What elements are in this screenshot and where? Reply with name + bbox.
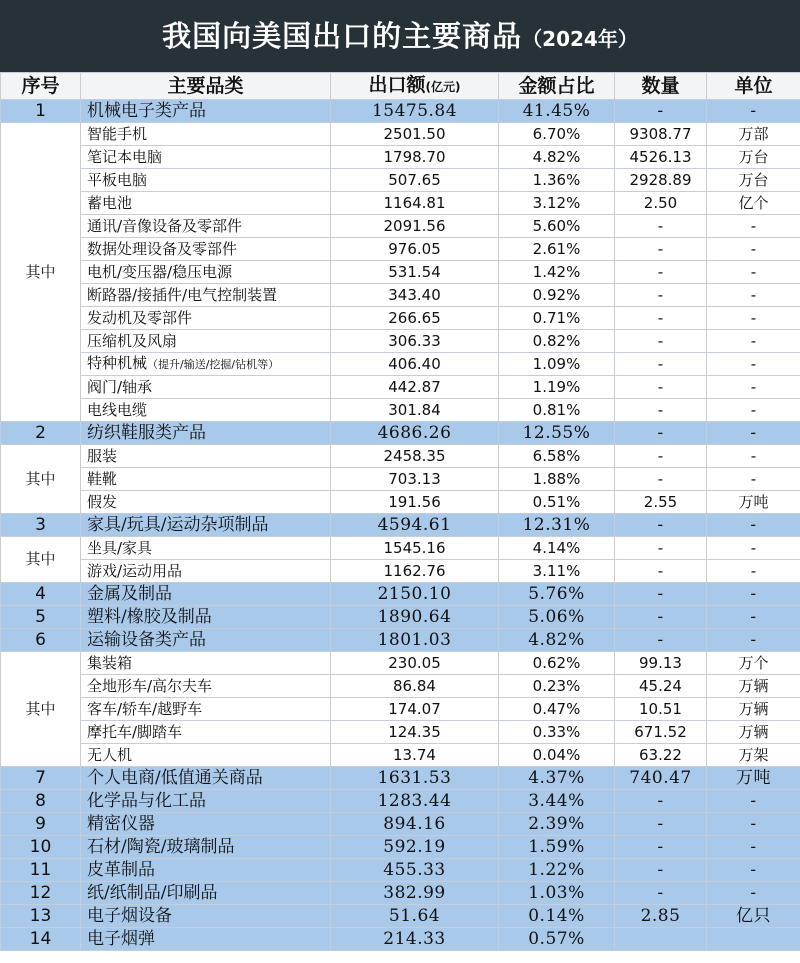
share-cell: 41.45% [499,100,615,123]
category-name: 金属及制品 [87,583,172,604]
category-cell [81,629,331,652]
qty-cell: - [615,445,707,468]
category-cell [81,215,331,238]
amount-cell: 4686.26 [331,422,499,445]
amount-cell: 2091.56 [331,215,499,238]
category-cell [81,468,331,491]
amount-cell: 86.84 [331,675,499,698]
category-row [1,767,800,790]
qty-cell: - [615,330,707,353]
group-label: 其中 [1,445,81,514]
amount-cell: 531.54 [331,261,499,284]
qty-cell: - [615,583,707,606]
qty-cell: 2.55 [615,491,707,514]
amount-cell: 4594.61 [331,514,499,537]
header-amount-unit: (亿元) [425,79,461,94]
unit-cell: - [707,514,800,537]
qty-cell: 2.50 [615,192,707,215]
share-cell: 0.33% [499,721,615,744]
amount-cell: 15475.84 [331,100,499,123]
header-unit: 单位 [707,73,800,100]
unit-cell: - [707,261,800,284]
qty-cell: - [615,100,707,123]
item-row [1,330,800,353]
category-cell [81,261,331,284]
title-year: （2024年） [522,27,638,51]
amount-cell: 2501.50 [331,123,499,146]
unit-cell: 万辆 [707,675,800,698]
category-row [1,583,800,606]
share-cell: 3.44% [499,790,615,813]
item-row [1,675,800,698]
unit-cell: - [707,399,800,422]
category-name: 坐具/家具 [87,538,153,557]
item-row [1,261,800,284]
item-row [1,146,800,169]
share-cell: 1.19% [499,376,615,399]
category-name: 数据处理设备及零部件 [87,239,238,258]
table-header [1,73,800,100]
category-name: 特种机械 [87,354,148,372]
category-cell [81,583,331,606]
unit-cell: - [707,353,800,376]
category-cell [81,813,331,836]
amount-cell: 455.33 [331,859,499,882]
qty-cell: 9308.77 [615,123,707,146]
share-cell: 1.88% [499,468,615,491]
category-cell [81,652,331,675]
item-row [1,537,800,560]
unit-cell: - [707,537,800,560]
share-cell: 0.81% [499,399,615,422]
category-name: 电子烟设备 [87,905,172,926]
category-name: 化学品与化工品 [87,790,206,811]
unit-cell: - [707,330,800,353]
amount-cell: 507.65 [331,169,499,192]
unit-cell: - [707,813,800,836]
category-cell [81,238,331,261]
qty-cell: - [615,238,707,261]
category-cell [81,560,331,583]
group-label: 其中 [1,537,81,583]
unit-cell: - [707,836,800,859]
item-row [1,698,800,721]
category-cell [81,675,331,698]
category-cell [81,790,331,813]
category-name: 机械电子类产品 [87,100,206,121]
category-cell [81,836,331,859]
item-row [1,284,800,307]
category-row [1,813,800,836]
unit-cell: - [707,882,800,905]
seq-cell: 14 [1,928,81,951]
unit-cell [707,928,800,951]
seq-cell: 12 [1,882,81,905]
unit-cell: 万个 [707,652,800,675]
share-cell: 0.71% [499,307,615,330]
category-name: 发动机及零部件 [87,308,193,327]
amount-cell: 1162.76 [331,560,499,583]
unit-cell: - [707,376,800,399]
category-cell [81,100,331,123]
category-cell [81,330,331,353]
item-row [1,238,800,261]
share-cell: 0.04% [499,744,615,767]
share-cell: 12.31% [499,514,615,537]
amount-cell: 1164.81 [331,192,499,215]
qty-cell: 99.13 [615,652,707,675]
qty-cell: 2928.89 [615,169,707,192]
item-row [1,123,800,146]
category-cell [81,744,331,767]
qty-cell: - [615,836,707,859]
category-name: 笔记本电脑 [87,147,163,166]
amount-cell: 1890.64 [331,606,499,629]
category-cell [81,422,331,445]
qty-cell: - [615,215,707,238]
share-cell: 0.92% [499,284,615,307]
category-name: 塑料/橡胶及制品 [87,606,212,627]
seq-cell: 1 [1,100,81,123]
amount-cell: 382.99 [331,882,499,905]
category-row [1,928,800,951]
header-seq: 序号 [1,73,81,100]
seq-cell: 10 [1,836,81,859]
amount-cell: 174.07 [331,698,499,721]
item-row [1,399,800,422]
category-name: 纸/纸制品/印刷品 [87,882,218,903]
qty-cell: - [615,514,707,537]
category-name: 通讯/音像设备及零部件 [87,216,243,235]
amount-cell: 124.35 [331,721,499,744]
item-row [1,169,800,192]
category-cell [81,399,331,422]
unit-cell: 万架 [707,744,800,767]
amount-cell: 894.16 [331,813,499,836]
category-name: 电线电缆 [87,400,148,419]
amount-cell: 406.40 [331,353,499,376]
unit-cell: 万辆 [707,721,800,744]
category-name: 蓄电池 [87,193,133,212]
item-row [1,560,800,583]
amount-cell: 976.05 [331,238,499,261]
unit-cell: - [707,560,800,583]
share-cell: 4.82% [499,146,615,169]
qty-cell: - [615,468,707,491]
category-name: 纺织鞋服类产品 [87,422,206,443]
amount-cell: 230.05 [331,652,499,675]
amount-cell: 266.65 [331,307,499,330]
item-row [1,721,800,744]
share-cell: 0.82% [499,330,615,353]
export-table [0,72,800,951]
header-share: 金额占比 [499,73,615,100]
qty-cell: - [615,261,707,284]
share-cell: 1.22% [499,859,615,882]
share-cell: 0.57% [499,928,615,951]
item-row [1,445,800,468]
category-name: 运输设备类产品 [87,629,206,650]
amount-cell: 592.19 [331,836,499,859]
unit-cell: 亿个 [707,192,800,215]
amount-cell: 13.74 [331,744,499,767]
share-cell: 6.58% [499,445,615,468]
item-row [1,744,800,767]
category-name: 电子烟弹 [87,928,155,949]
category-name: 精密仪器 [87,813,155,834]
category-row [1,629,800,652]
unit-cell: 万台 [707,146,800,169]
item-row [1,376,800,399]
category-cell [81,376,331,399]
unit-cell: - [707,859,800,882]
category-name: 皮革制品 [87,859,155,880]
category-row [1,836,800,859]
share-cell: 0.51% [499,491,615,514]
category-name: 全地形车/高尔夫车 [87,676,213,695]
unit-cell: - [707,422,800,445]
category-name: 断路器/接插件/电气控制装置 [87,285,278,304]
header-amount-label: 出口额 [368,73,426,96]
amount-cell: 343.40 [331,284,499,307]
share-cell: 1.36% [499,169,615,192]
qty-cell: 45.24 [615,675,707,698]
qty-cell: - [615,353,707,376]
share-cell: 1.09% [499,353,615,376]
qty-cell: - [615,606,707,629]
qty-cell: - [615,422,707,445]
category-name: 智能手机 [87,124,148,143]
seq-cell: 9 [1,813,81,836]
share-cell: 0.47% [499,698,615,721]
unit-cell: 万吨 [707,767,800,790]
category-name: 假发 [87,492,118,511]
category-name: 鞋靴 [87,469,118,488]
unit-cell: - [707,445,800,468]
category-cell [81,146,331,169]
title-bar [0,0,800,72]
item-row [1,353,800,376]
amount-cell: 51.64 [331,905,499,928]
share-cell: 0.23% [499,675,615,698]
item-row [1,307,800,330]
header-category: 主要品类 [81,73,331,100]
category-row [1,882,800,905]
header-amount [331,73,499,100]
category-cell [81,169,331,192]
share-cell: 1.42% [499,261,615,284]
share-cell: 3.12% [499,192,615,215]
amount-cell: 214.33 [331,928,499,951]
qty-cell: - [615,629,707,652]
category-cell [81,905,331,928]
unit-cell: - [707,238,800,261]
category-cell [81,882,331,905]
category-name: 客车/轿车/越野车 [87,699,203,718]
category-name: 服装 [87,446,118,465]
qty-cell: 4526.13 [615,146,707,169]
category-row [1,905,800,928]
share-cell: 4.14% [499,537,615,560]
category-name: 摩托车/脚踏车 [87,722,183,741]
amount-cell: 1283.44 [331,790,499,813]
amount-cell: 1631.53 [331,767,499,790]
seq-cell: 13 [1,905,81,928]
share-cell: 6.70% [499,123,615,146]
seq-cell: 7 [1,767,81,790]
qty-cell: - [615,307,707,330]
share-cell: 3.11% [499,560,615,583]
category-cell [81,491,331,514]
unit-cell: - [707,215,800,238]
table-body [1,100,800,951]
qty-cell: - [615,399,707,422]
seq-cell: 3 [1,514,81,537]
item-row [1,491,800,514]
amount-cell: 2150.10 [331,583,499,606]
amount-cell: 1545.16 [331,537,499,560]
share-cell: 0.62% [499,652,615,675]
category-row [1,422,800,445]
share-cell: 1.03% [499,882,615,905]
qty-cell: - [615,560,707,583]
item-row [1,468,800,491]
category-cell [81,192,331,215]
qty-cell: - [615,882,707,905]
seq-cell: 5 [1,606,81,629]
unit-cell: 亿只 [707,905,800,928]
qty-cell: - [615,284,707,307]
category-row [1,514,800,537]
category-name: 平板电脑 [87,170,148,189]
qty-cell: 671.52 [615,721,707,744]
qty-cell: - [615,813,707,836]
category-row [1,100,800,123]
unit-cell: 万台 [707,169,800,192]
unit-cell: - [707,468,800,491]
category-name: 集装箱 [87,653,133,672]
share-cell: 2.39% [499,813,615,836]
category-cell [81,928,331,951]
group-label: 其中 [1,123,81,422]
category-cell [81,698,331,721]
item-row [1,215,800,238]
item-row [1,192,800,215]
unit-cell: 万辆 [707,698,800,721]
category-cell [81,353,331,376]
unit-cell: - [707,606,800,629]
unit-cell: 万部 [707,123,800,146]
category-row [1,859,800,882]
share-cell: 4.82% [499,629,615,652]
category-cell [81,606,331,629]
amount-cell: 1798.70 [331,146,499,169]
category-name: 无人机 [87,745,133,764]
amount-cell: 703.13 [331,468,499,491]
amount-cell: 1801.03 [331,629,499,652]
category-name: 游戏/运动用品 [87,561,183,580]
qty-cell: 2.85 [615,905,707,928]
seq-cell: 11 [1,859,81,882]
amount-cell: 442.87 [331,376,499,399]
category-cell [81,537,331,560]
title-main: 我国向美国出口的主要商品 [162,19,523,53]
header-qty: 数量 [615,73,707,100]
share-cell: 4.37% [499,767,615,790]
category-row [1,606,800,629]
share-cell: 5.06% [499,606,615,629]
title [0,14,800,55]
unit-cell: - [707,284,800,307]
amount-cell: 2458.35 [331,445,499,468]
category-name: 石材/陶瓷/玻璃制品 [87,836,235,857]
unit-cell: 万吨 [707,491,800,514]
category-cell [81,284,331,307]
unit-cell: - [707,790,800,813]
category-cell [81,123,331,146]
category-name: 压缩机及风扇 [87,331,178,350]
qty-cell: - [615,790,707,813]
category-name: 家具/玩具/运动杂项制品 [87,514,269,535]
share-cell: 2.61% [499,238,615,261]
category-cell [81,514,331,537]
qty-cell: 10.51 [615,698,707,721]
share-cell: 5.60% [499,215,615,238]
qty-cell: - [615,537,707,560]
category-name: 个人电商/低值通关商品 [87,767,263,788]
category-note: （提升/输送/挖掘/钻机等） [147,358,280,371]
qty-cell: - [615,859,707,882]
category-cell [81,859,331,882]
qty-cell: - [615,376,707,399]
unit-cell: - [707,307,800,330]
unit-cell: - [707,583,800,606]
category-name: 电机/变压器/稳压电源 [87,262,233,281]
qty-cell [615,928,707,951]
share-cell: 5.76% [499,583,615,606]
share-cell: 1.59% [499,836,615,859]
category-row [1,790,800,813]
qty-cell: 740.47 [615,767,707,790]
unit-cell: - [707,100,800,123]
category-name: 阀门/轴承 [87,377,153,396]
seq-cell: 8 [1,790,81,813]
share-cell: 0.14% [499,905,615,928]
amount-cell: 191.56 [331,491,499,514]
seq-cell: 4 [1,583,81,606]
amount-cell: 306.33 [331,330,499,353]
category-cell [81,307,331,330]
category-cell [81,767,331,790]
unit-cell: - [707,629,800,652]
group-label: 其中 [1,652,81,767]
seq-cell: 6 [1,629,81,652]
share-cell: 12.55% [499,422,615,445]
category-cell [81,721,331,744]
item-row [1,652,800,675]
qty-cell: 63.22 [615,744,707,767]
category-cell [81,445,331,468]
amount-cell: 301.84 [331,399,499,422]
seq-cell: 2 [1,422,81,445]
